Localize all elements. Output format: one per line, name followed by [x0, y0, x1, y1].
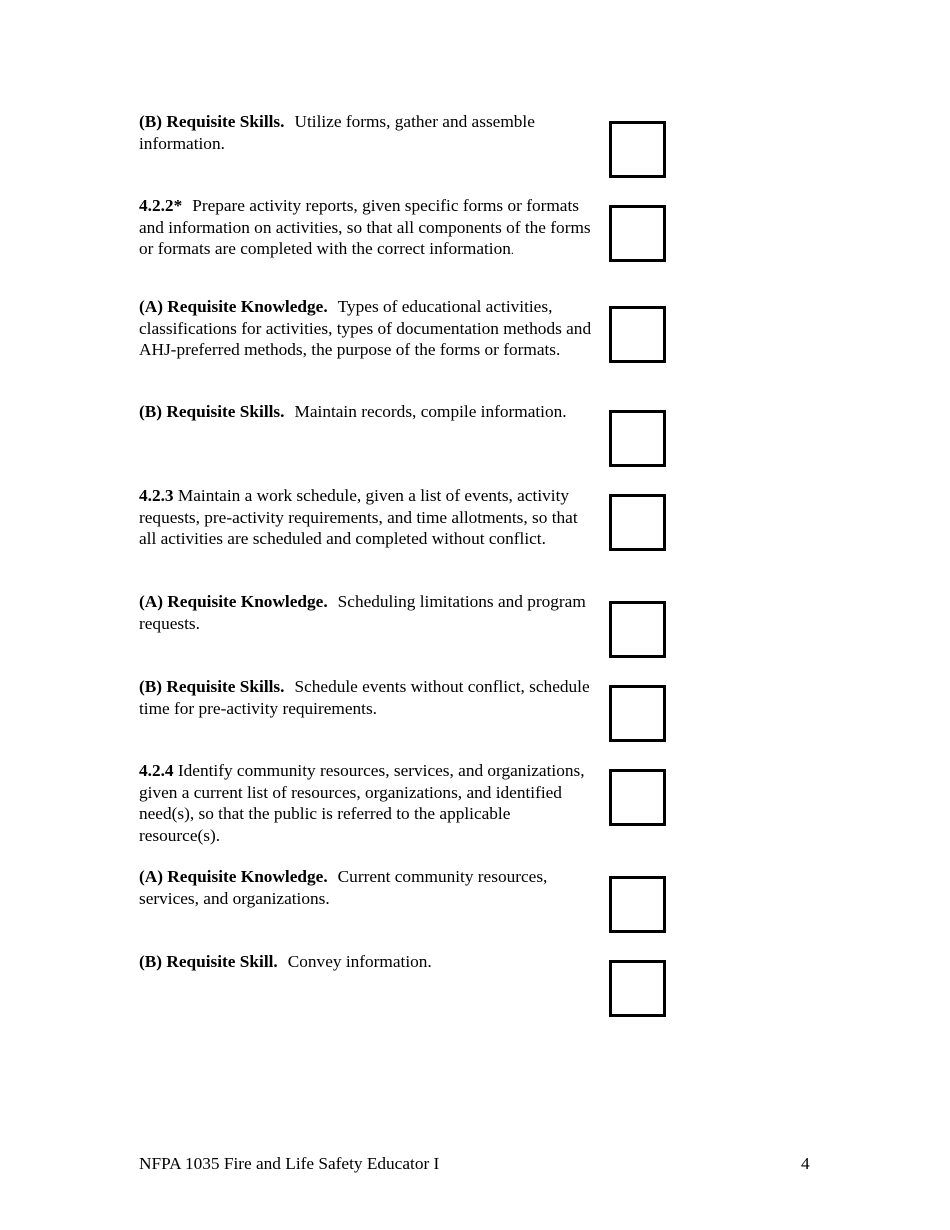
- entry-label: (B) Requisite Skill.: [139, 952, 278, 971]
- requirement-entry: [139, 195, 594, 262]
- checkbox[interactable]: [609, 876, 666, 933]
- entry-label: (B) Requisite Skills.: [139, 402, 285, 421]
- entry-label: 4.2.3: [139, 486, 174, 505]
- entry-text: Convey information.: [287, 952, 432, 971]
- entry-text: Maintain a work schedule, given a list of events, activity requests, pre-activity requirements, and time allotments, so that all activities are scheduled and completed without conflict.: [139, 486, 578, 548]
- requirement-entry: [139, 485, 594, 550]
- entry-label: (B) Requisite Skills.: [139, 677, 285, 696]
- entry-text: Current community resources, services, and organizations.: [139, 867, 548, 908]
- requirement-entry: [139, 401, 594, 423]
- requirement-entry: [139, 951, 594, 973]
- checkbox[interactable]: [609, 410, 666, 467]
- requirement-entry: [139, 760, 594, 846]
- checkbox[interactable]: [609, 306, 666, 363]
- requirement-entry: [139, 676, 594, 719]
- requirement-entry: [139, 111, 594, 154]
- entry-label: 4.2.4: [139, 761, 174, 780]
- requirement-entry: [139, 591, 594, 634]
- entry-text: Prepare activity reports, given specific forms or formats and information on activities, so that all components of the forms or formats are completed with the correct information: [139, 196, 591, 258]
- entry-text: Scheduling limitations and program requests.: [139, 592, 586, 633]
- entry-label: 4.2.2*: [139, 196, 183, 215]
- requirement-entry: [139, 866, 594, 909]
- checkbox[interactable]: [609, 121, 666, 178]
- page-number: 4: [801, 1154, 810, 1173]
- entry-label: (A) Requisite Knowledge.: [139, 592, 328, 611]
- checkbox[interactable]: [609, 205, 666, 262]
- entry-text: Schedule events without conflict, schedule time for pre-activity requirements.: [139, 677, 590, 718]
- requirement-entry: [139, 296, 594, 361]
- entry-text: Utilize forms, gather and assemble information.: [139, 112, 535, 153]
- entry-label: (A) Requisite Knowledge.: [139, 867, 328, 886]
- checkbox[interactable]: [609, 960, 666, 1017]
- entry-text: Identify community resources, services, and organizations, given a current list of resources, organizations, and identified need(s), so that the public is referred to the applicable resource(s).: [139, 761, 585, 845]
- checkbox[interactable]: [609, 601, 666, 658]
- footer-title: NFPA 1035 Fire and Life Safety Educator I: [139, 1154, 440, 1173]
- entry-label: (B) Requisite Skills.: [139, 112, 285, 131]
- checkbox[interactable]: [609, 494, 666, 551]
- entry-trailing-period: .: [510, 243, 514, 257]
- checkbox[interactable]: [609, 769, 666, 826]
- checkbox[interactable]: [609, 685, 666, 742]
- entry-text: Maintain records, compile information.: [294, 402, 567, 421]
- entry-label: (A) Requisite Knowledge.: [139, 297, 328, 316]
- entry-text: Types of educational activities, classifications for activities, types of documentation methods and AHJ-preferred methods, the purpose of the forms or formats.: [139, 297, 592, 359]
